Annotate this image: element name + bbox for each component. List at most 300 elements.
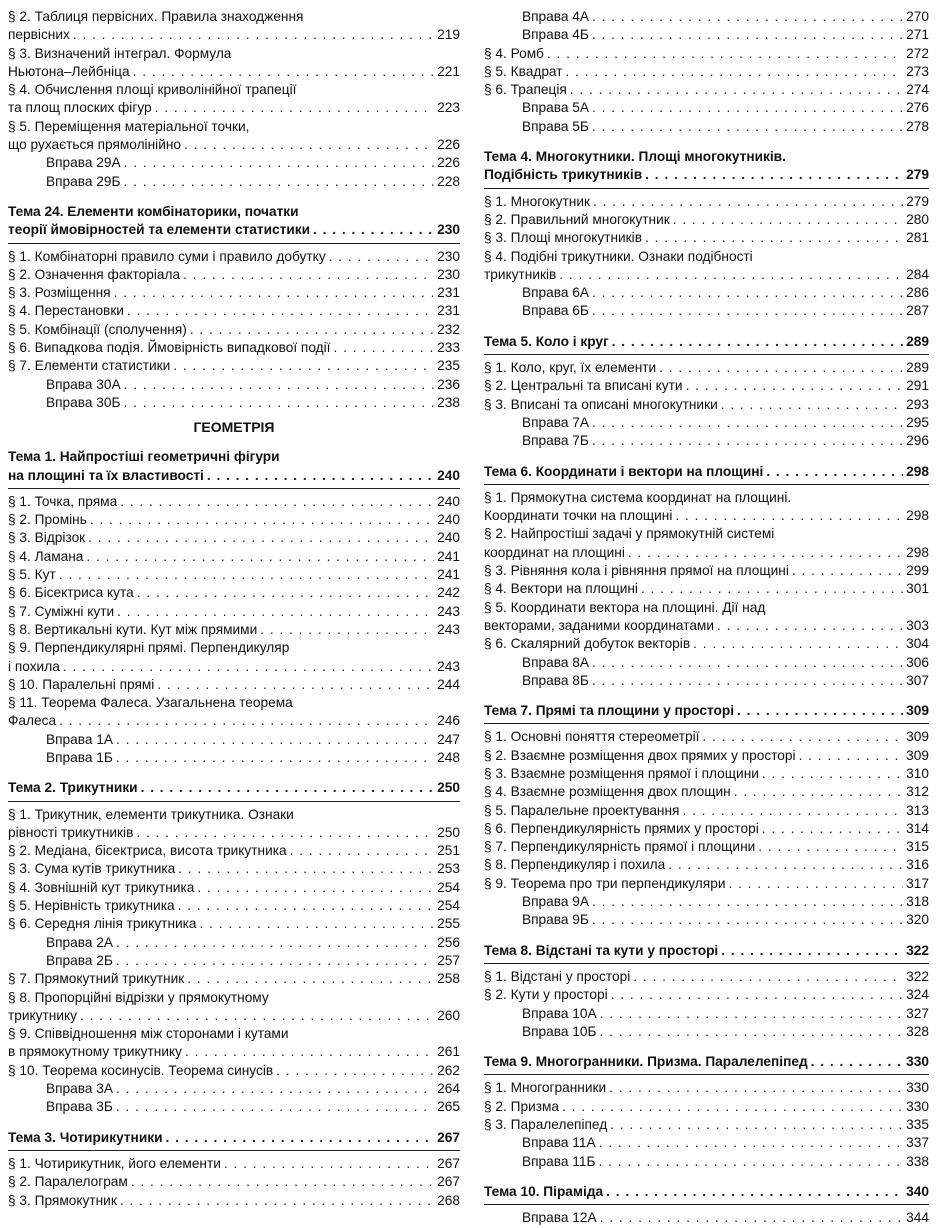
toc-exercise bbox=[484, 432, 929, 450]
entry-title-line: і похила bbox=[8, 658, 60, 674]
toc-section bbox=[8, 584, 460, 602]
entry-title-line: § 2. Медіана, бісектриса, висота трикутника bbox=[8, 843, 287, 859]
toc-exercise bbox=[484, 118, 929, 136]
toc-section bbox=[484, 580, 929, 598]
dot-leader bbox=[728, 875, 903, 893]
dot-leader bbox=[290, 842, 435, 860]
entry-title-line: § 10. Паралельні прямі bbox=[8, 676, 155, 692]
toc-exercise bbox=[484, 672, 929, 690]
page-number: 298 bbox=[906, 508, 929, 524]
entry-title-line: § 2. Таблиця первісних. Правила знаходження bbox=[8, 9, 304, 24]
toc-exercise bbox=[484, 911, 929, 929]
entry-title-line: § 4. Обчислення площі криволінійної трапеції bbox=[8, 82, 297, 98]
entry-title-line: § 7. Суміжні кути bbox=[8, 603, 115, 619]
page-number: 228 bbox=[437, 173, 460, 189]
toc-exercise bbox=[484, 1209, 929, 1227]
toc-section bbox=[484, 968, 929, 986]
dot-leader bbox=[559, 266, 903, 284]
toc-exercise bbox=[484, 893, 929, 911]
toc-section bbox=[8, 603, 460, 621]
toc-section bbox=[484, 1116, 929, 1134]
dot-leader bbox=[562, 1098, 903, 1116]
entry-title-line: § 4. Ламана bbox=[8, 548, 84, 564]
page-number: 324 bbox=[906, 987, 929, 1003]
page-number: 293 bbox=[906, 396, 929, 412]
dot-leader bbox=[124, 376, 435, 394]
dot-leader bbox=[63, 658, 434, 676]
dot-leader bbox=[592, 432, 903, 450]
page-number: 241 bbox=[437, 567, 460, 583]
entry-title-line: § 4. Вектори на площині bbox=[484, 581, 638, 597]
toc-topic bbox=[8, 779, 460, 801]
dot-leader bbox=[592, 284, 903, 302]
entry-title-line: § 6. Перпендикулярність прямих у просторі bbox=[484, 820, 759, 836]
page-number: 330 bbox=[906, 1098, 929, 1114]
entry-title-line: § 2. Найпростіші задачі у прямокутній системі bbox=[484, 526, 775, 542]
dot-leader bbox=[628, 544, 903, 562]
entry-title-line: Вправа 12А bbox=[522, 1210, 597, 1226]
page-number: 267 bbox=[437, 1174, 460, 1190]
page-number: 253 bbox=[437, 861, 460, 877]
page-number: 344 bbox=[906, 1210, 929, 1226]
dot-leader bbox=[184, 136, 434, 154]
entry-title-line: § 2. Кути у просторі bbox=[484, 987, 608, 1003]
toc-section bbox=[484, 728, 929, 746]
entry-title-line: Вправа 10Б bbox=[522, 1023, 597, 1039]
toc-section bbox=[8, 1173, 460, 1191]
page-number: 317 bbox=[906, 875, 929, 891]
page-number: 296 bbox=[906, 433, 929, 449]
entry-title-line: § 3. Розміщення bbox=[8, 285, 111, 301]
dot-leader bbox=[190, 321, 434, 339]
toc-section bbox=[8, 81, 460, 118]
entry-title-line: § 2. Взаємне розміщення двох прямих у просторі bbox=[484, 747, 796, 763]
toc-section bbox=[8, 302, 460, 320]
entry-title-line: § 6. Середня лінія трикутника bbox=[8, 916, 197, 932]
toc-section bbox=[484, 489, 929, 526]
dot-leader bbox=[116, 749, 434, 767]
entry-title-line: Вправа 9Б bbox=[522, 912, 589, 928]
page-number: 240 bbox=[437, 493, 460, 509]
dot-leader bbox=[183, 266, 434, 284]
entry-title-line: Вправа 11А bbox=[522, 1135, 596, 1151]
entry-title-line: § 3. Прямокутник bbox=[8, 1192, 117, 1208]
dot-leader bbox=[641, 580, 903, 598]
dot-leader bbox=[668, 856, 903, 874]
dot-leader bbox=[124, 154, 435, 172]
page-number: 315 bbox=[906, 839, 929, 855]
toc-section bbox=[8, 529, 460, 547]
page-number: 230 bbox=[437, 266, 460, 282]
page-number: 340 bbox=[906, 1183, 929, 1199]
toc-exercise bbox=[484, 1153, 929, 1171]
dot-leader bbox=[675, 507, 903, 525]
toc-section bbox=[484, 63, 929, 81]
dot-leader bbox=[592, 911, 903, 929]
dot-leader bbox=[762, 765, 903, 783]
entry-title-line: Вправа 7А bbox=[522, 414, 590, 430]
dot-leader bbox=[592, 302, 903, 320]
entry-title-line: Вправа 3А bbox=[46, 1081, 114, 1097]
toc-exercise bbox=[484, 302, 929, 320]
entry-title-line: координат на площині bbox=[484, 544, 625, 560]
entry-title-line: § 4. Подібні трикутники. Ознаки подібності bbox=[484, 248, 753, 264]
dot-leader bbox=[758, 838, 903, 856]
page-number: 322 bbox=[906, 968, 929, 984]
toc-topic bbox=[484, 942, 929, 964]
dot-leader bbox=[114, 284, 435, 302]
entry-title-line: § 11. Теорема Фалеса. Узагальнена теорема bbox=[8, 695, 293, 711]
dot-leader bbox=[59, 712, 434, 730]
dot-leader bbox=[197, 879, 434, 897]
page-number: 318 bbox=[906, 894, 929, 910]
dot-leader bbox=[799, 747, 904, 765]
entry-title-line: Подібність трикутників bbox=[484, 167, 643, 183]
entry-title-line: § 1. Чотирикутник, його елементи bbox=[8, 1155, 221, 1171]
entry-title-line: § 1. Коло, круг, їх елементи bbox=[484, 360, 657, 376]
dot-leader bbox=[686, 377, 904, 395]
entry-title-line: § 5. Комбінації (сполучення) bbox=[8, 321, 187, 337]
page-number: 268 bbox=[437, 1192, 460, 1208]
page-number: 309 bbox=[906, 703, 929, 719]
entry-title-line: § 2. Центральні та вписані кути bbox=[484, 378, 683, 394]
page-number: 226 bbox=[437, 137, 460, 153]
toc-section bbox=[484, 211, 929, 229]
dot-leader bbox=[137, 584, 434, 602]
page-number: 320 bbox=[906, 912, 929, 928]
page-number: 330 bbox=[906, 1054, 929, 1070]
page-number: 221 bbox=[437, 63, 460, 79]
dot-leader bbox=[592, 26, 903, 44]
page-number: 270 bbox=[906, 9, 929, 24]
toc-section bbox=[484, 783, 929, 801]
entry-title-line: § 1. Трикутник, елементи трикутника. Ознаки bbox=[8, 806, 294, 822]
entry-title-line: § 2. Означення факторіала bbox=[8, 266, 181, 282]
entry-title-line: § 1. Відстані у просторі bbox=[484, 968, 631, 984]
page-number: 230 bbox=[437, 248, 460, 264]
entry-title-line: § 2. Призма bbox=[484, 1098, 560, 1114]
entry-title-line: на площині та їх властивості bbox=[8, 467, 204, 483]
page-number: 243 bbox=[437, 621, 460, 637]
dot-leader bbox=[313, 221, 434, 239]
entry-title-line: § 9. Перпендикулярні прямі. Перпендикуляр bbox=[8, 640, 290, 656]
page-number: 231 bbox=[437, 303, 460, 319]
entry-title-line: Тема 7. Прямі та площини у просторі bbox=[484, 703, 735, 719]
toc-section bbox=[484, 377, 929, 395]
dot-leader bbox=[120, 1192, 434, 1210]
toc-topic bbox=[484, 1053, 929, 1075]
toc-section bbox=[8, 1155, 460, 1173]
toc-section bbox=[8, 915, 460, 933]
toc-exercise bbox=[484, 284, 929, 302]
entry-title-line: § 4. Взаємне розміщення двох площин bbox=[484, 784, 731, 800]
dot-leader bbox=[600, 1005, 904, 1023]
dot-leader bbox=[547, 45, 903, 63]
page-number: 287 bbox=[906, 303, 929, 319]
toc-section bbox=[8, 493, 460, 511]
page-number: 231 bbox=[437, 285, 460, 301]
toc-section bbox=[8, 676, 460, 694]
toc-section bbox=[8, 339, 460, 357]
entry-title-line: § 8. Пропорційні відрізки у прямокутному bbox=[8, 989, 269, 1005]
toc-topic bbox=[484, 1183, 929, 1205]
dot-leader bbox=[645, 166, 903, 184]
dot-leader bbox=[592, 893, 903, 911]
page-number: 240 bbox=[437, 467, 460, 483]
dot-leader bbox=[592, 99, 903, 117]
entry-title-line: § 5. Паралельне проектування bbox=[484, 802, 680, 818]
dot-leader bbox=[136, 824, 434, 842]
page-number: 230 bbox=[437, 222, 460, 238]
entry-title-line: Тема 8. Відстані та кути у просторі bbox=[484, 942, 719, 958]
toc-topic bbox=[484, 148, 929, 189]
toc-exercise bbox=[8, 731, 460, 749]
toc-section bbox=[8, 1192, 460, 1210]
page-number: 306 bbox=[906, 654, 929, 670]
toc-section bbox=[8, 284, 460, 302]
entry-title-line: Тема 6. Координати і вектори на площині bbox=[484, 463, 764, 479]
page-number: 247 bbox=[437, 731, 460, 747]
entry-title-line: § 5. Переміщення матеріальної точки, bbox=[8, 118, 250, 134]
dot-leader bbox=[811, 1053, 904, 1071]
page-number: 309 bbox=[906, 747, 929, 763]
entry-title-line: Вправа 2Б bbox=[46, 952, 113, 968]
toc-section bbox=[8, 566, 460, 584]
page-number: 241 bbox=[437, 548, 460, 564]
dot-leader bbox=[766, 463, 903, 481]
page-number: 337 bbox=[906, 1135, 929, 1151]
toc-section bbox=[8, 321, 460, 339]
page-number: 262 bbox=[437, 1062, 460, 1078]
entry-title-line: Тема 9. Многогранники. Призма. Паралелепіпед bbox=[484, 1054, 808, 1070]
page-number: 248 bbox=[437, 749, 460, 765]
entry-title-line: § 9. Співвідношення між сторонами і кутами bbox=[8, 1026, 289, 1042]
dot-leader bbox=[59, 566, 434, 584]
dot-leader bbox=[116, 952, 434, 970]
entry-title-line: § 5. Координати вектора на площині. Дії над bbox=[484, 599, 766, 615]
page-number: 289 bbox=[906, 360, 929, 376]
dot-leader bbox=[120, 493, 434, 511]
entry-title-line: Вправа 30А bbox=[46, 376, 121, 392]
page-number: 267 bbox=[437, 1155, 460, 1171]
entry-title-line: первісних bbox=[8, 27, 70, 43]
page-number: 276 bbox=[906, 100, 929, 116]
dot-leader bbox=[329, 248, 434, 266]
entry-title-line: Тема 2. Трикутники bbox=[8, 780, 138, 796]
entry-title-line: Вправа 30Б bbox=[46, 394, 121, 410]
page-number: 291 bbox=[906, 378, 929, 394]
dot-leader bbox=[185, 1043, 434, 1061]
dot-leader bbox=[599, 1134, 904, 1152]
toc-section bbox=[8, 860, 460, 878]
dot-leader bbox=[593, 193, 903, 211]
toc-section bbox=[8, 45, 460, 82]
dot-leader bbox=[592, 654, 903, 672]
dot-leader bbox=[260, 621, 434, 639]
page-number: 303 bbox=[906, 617, 929, 633]
toc-section bbox=[484, 525, 929, 562]
toc-section bbox=[8, 1062, 460, 1080]
entry-title-line: § 5. Квадрат bbox=[484, 63, 563, 79]
page-number: 240 bbox=[437, 512, 460, 528]
dot-leader bbox=[592, 118, 903, 136]
dot-leader bbox=[693, 635, 903, 653]
dot-leader bbox=[721, 396, 903, 414]
page-number: 256 bbox=[437, 934, 460, 950]
toc-column-left bbox=[8, 8, 460, 1210]
dot-leader bbox=[90, 511, 434, 529]
dot-leader bbox=[599, 1153, 904, 1171]
toc-topic bbox=[8, 203, 460, 244]
toc-exercise bbox=[8, 1080, 460, 1098]
entry-title-line: § 10. Теорема косинусів. Теорема синусів bbox=[8, 1062, 274, 1078]
toc-exercise bbox=[484, 654, 929, 672]
toc-exercise bbox=[484, 26, 929, 44]
dot-leader bbox=[702, 728, 903, 746]
entry-title-line: Вправа 8Б bbox=[522, 672, 589, 688]
entry-title-line: Вправа 6А bbox=[522, 285, 590, 301]
dot-leader bbox=[155, 99, 435, 117]
dot-leader bbox=[224, 1155, 434, 1173]
dot-leader bbox=[116, 731, 434, 749]
entry-title-line: § 6. Скалярний добуток векторів bbox=[484, 636, 691, 652]
page-number: 265 bbox=[437, 1099, 460, 1115]
page-number: 281 bbox=[906, 230, 929, 246]
page-number: 284 bbox=[906, 266, 929, 282]
dot-leader bbox=[127, 302, 434, 320]
dot-leader bbox=[124, 394, 435, 412]
toc-section bbox=[8, 694, 460, 731]
page-number: 274 bbox=[906, 82, 929, 98]
page-number: 272 bbox=[906, 45, 929, 61]
entry-title-line: § 6. Випадкова подія. Ймовірність випадкової події bbox=[8, 340, 331, 356]
page-number: 316 bbox=[906, 857, 929, 873]
toc-section bbox=[484, 635, 929, 653]
dot-leader bbox=[133, 63, 435, 81]
entry-title-line: § 4. Перестановки bbox=[8, 303, 124, 319]
entry-title-line: Вправа 2А bbox=[46, 934, 114, 950]
toc-section bbox=[484, 562, 929, 580]
entry-title-line: трикутнику bbox=[8, 1007, 77, 1023]
toc-exercise bbox=[484, 1023, 929, 1041]
entry-title-line: § 3. Вписані та описані многокутники bbox=[484, 396, 718, 412]
toc-exercise bbox=[8, 376, 460, 394]
entry-title-line: та площ плоских фігур bbox=[8, 100, 152, 116]
toc-section bbox=[484, 802, 929, 820]
page-number: 236 bbox=[437, 376, 460, 392]
page-number: 246 bbox=[437, 713, 460, 729]
toc-section bbox=[484, 229, 929, 247]
entry-title-line: § 1. Многокутник bbox=[484, 193, 590, 209]
entry-title-line: Тема 3. Чотирикутники bbox=[8, 1129, 163, 1145]
entry-title-line: Вправа 29Б bbox=[46, 173, 121, 189]
entry-title-line: § 3. Взаємне розміщення прямої і площини bbox=[484, 765, 759, 781]
page-number: 238 bbox=[437, 394, 460, 410]
page-number: 219 bbox=[437, 27, 460, 43]
page-number: 328 bbox=[906, 1023, 929, 1039]
dot-leader bbox=[178, 897, 435, 915]
toc-exercise bbox=[8, 154, 460, 172]
entry-title-line: Вправа 29А bbox=[46, 155, 121, 171]
dot-leader bbox=[73, 26, 434, 44]
page-number: 280 bbox=[906, 211, 929, 227]
entry-title-line: § 3. Визначений інтеграл. Формула bbox=[8, 45, 232, 61]
toc-section bbox=[484, 45, 929, 63]
toc-exercise bbox=[8, 394, 460, 412]
toc-topic bbox=[8, 1129, 460, 1151]
entry-title-line: Фалеса bbox=[8, 713, 57, 729]
toc-topic bbox=[484, 333, 929, 355]
entry-title-line: § 6. Трапеція bbox=[484, 82, 567, 98]
page-number: 301 bbox=[906, 581, 929, 597]
page-number: 327 bbox=[906, 1005, 929, 1021]
page-number: 261 bbox=[437, 1044, 460, 1060]
page-number: 313 bbox=[906, 802, 929, 818]
page-number: 330 bbox=[906, 1080, 929, 1096]
dot-leader bbox=[592, 8, 903, 26]
entry-title-line: в прямокутному трикутнику bbox=[8, 1044, 182, 1060]
toc-section bbox=[484, 765, 929, 783]
dot-leader bbox=[187, 970, 434, 988]
toc-section bbox=[484, 856, 929, 874]
entry-title-line: § 2. Паралелограм bbox=[8, 1174, 128, 1190]
section-heading: ГЕОМЕТРІЯ bbox=[193, 419, 275, 436]
dot-leader bbox=[611, 986, 903, 1004]
page-number: 298 bbox=[906, 544, 929, 560]
toc-section bbox=[484, 1079, 929, 1097]
page-number: 304 bbox=[906, 636, 929, 652]
page-number: 312 bbox=[906, 784, 929, 800]
entry-title-line: Вправа 8А bbox=[522, 654, 590, 670]
entry-title-line: § 7. Елементи статистики bbox=[8, 358, 171, 374]
dot-leader bbox=[762, 820, 903, 838]
entry-title-line: § 1. Точка, пряма bbox=[8, 493, 118, 509]
toc-exercise bbox=[484, 8, 929, 26]
toc-column-right bbox=[484, 8, 929, 1228]
page-number: 233 bbox=[437, 340, 460, 356]
toc-exercise bbox=[484, 414, 929, 432]
entry-title-line: Вправа 1А bbox=[46, 731, 114, 747]
toc-exercise bbox=[484, 99, 929, 117]
entry-title-line: Тема 4. Многокутники. Площі многокутників. bbox=[484, 149, 786, 165]
toc-section bbox=[8, 1025, 460, 1062]
entry-title-line: Ньютона–Лейбніца bbox=[8, 63, 130, 79]
page-number: 267 bbox=[437, 1129, 460, 1145]
toc-section bbox=[8, 548, 460, 566]
toc-section bbox=[8, 989, 460, 1026]
page-number: 307 bbox=[906, 672, 929, 688]
toc-section bbox=[484, 986, 929, 1004]
page-number: 243 bbox=[437, 658, 460, 674]
entry-title-line: трикутників bbox=[484, 266, 557, 282]
entry-title-line: Тема 24. Елементи комбінаторики, початки bbox=[8, 203, 299, 219]
entry-title-line: § 8. Вертикальні кути. Кут між прямими bbox=[8, 621, 258, 637]
page-number: 278 bbox=[906, 118, 929, 134]
entry-title-line: Вправа 4А bbox=[522, 9, 590, 24]
page-number: 232 bbox=[437, 321, 460, 337]
toc-topic bbox=[484, 463, 929, 485]
entry-title-line: що рухається прямолінійно bbox=[8, 137, 182, 153]
toc-section bbox=[484, 193, 929, 211]
dot-leader bbox=[566, 63, 904, 81]
dot-leader bbox=[570, 81, 903, 99]
dot-leader bbox=[673, 211, 903, 229]
page-number: 309 bbox=[906, 729, 929, 745]
page-number: 279 bbox=[906, 167, 929, 183]
entry-title-line: § 8. Перпендикуляр і похила bbox=[484, 857, 666, 873]
entry-title-line: Вправа 4Б bbox=[522, 27, 589, 43]
page-number: 299 bbox=[906, 563, 929, 579]
